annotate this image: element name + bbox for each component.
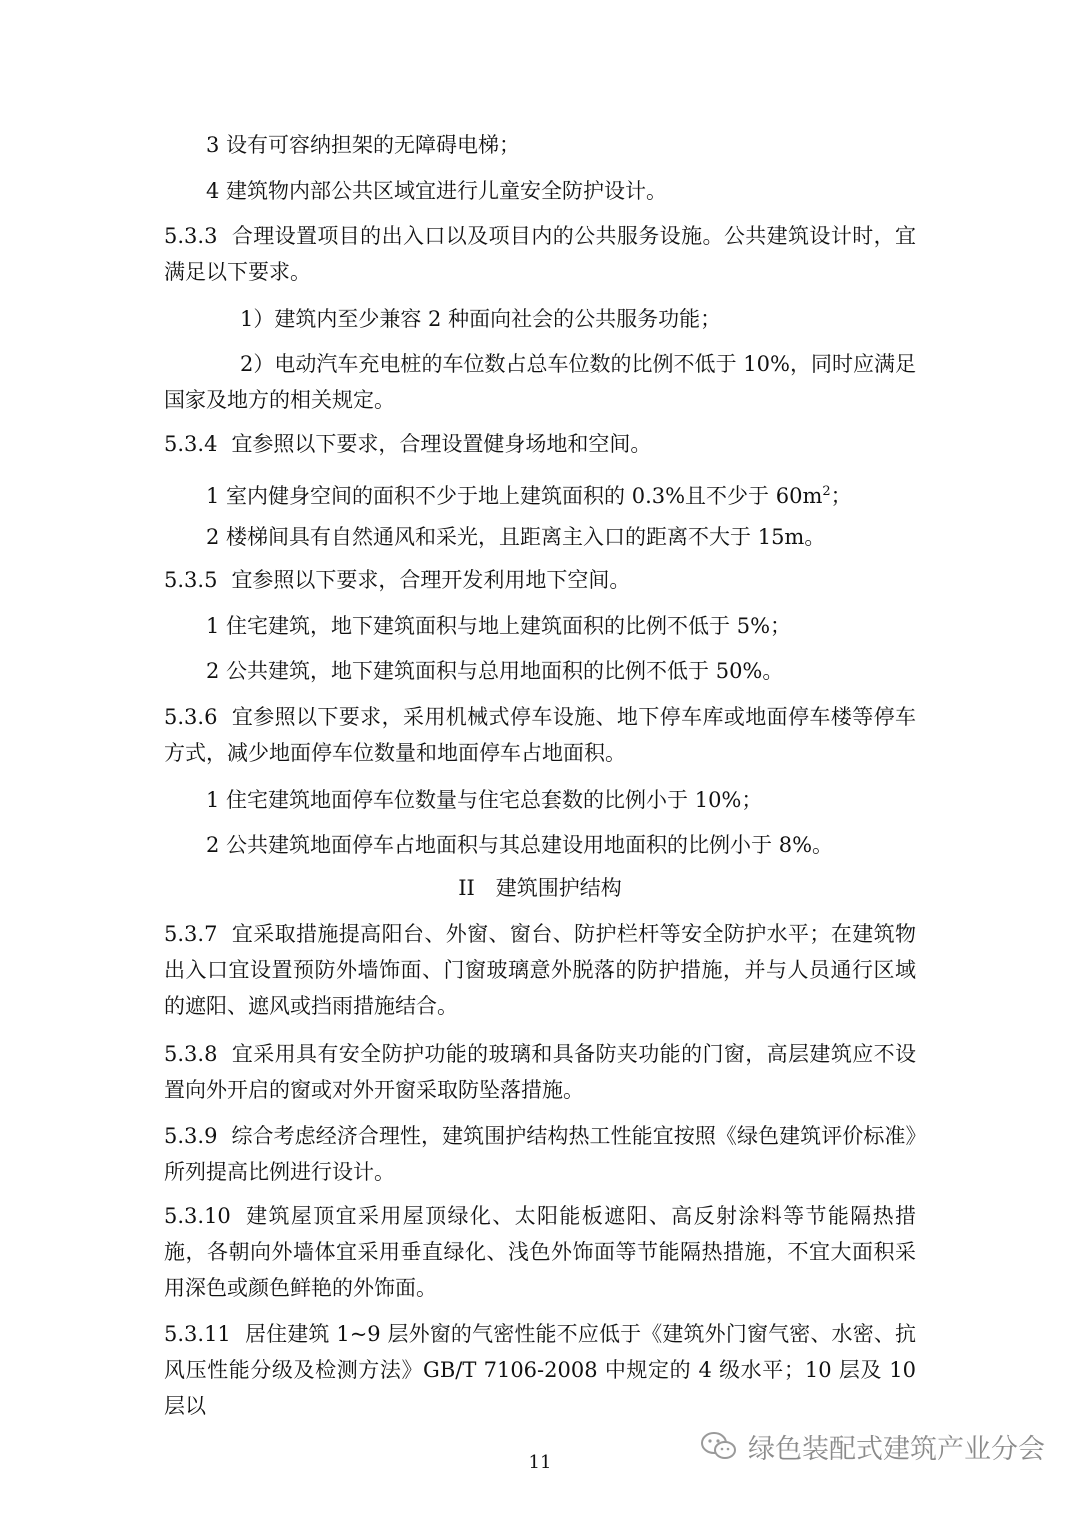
watermark — [700, 1424, 1045, 1468]
clause-number: 5.3.8 — [164, 1042, 218, 1066]
clause-number: 5.3.6 — [164, 705, 218, 729]
sub-item-1: 1）建筑内至少兼容 2 种面向社会的公共服务功能； — [240, 307, 722, 331]
clause-5-3-10 — [164, 1198, 916, 1306]
clause-5-3-4 — [164, 426, 916, 462]
clause-text: 合理设置项目的出入口以及项目内的公共服务设施。公共建筑设计时，宜满足以下要求。 — [164, 224, 916, 284]
clause-5-3-4-item-2: 2 楼梯间具有自然通风和采光，且距离主入口的距离不大于 15m。 — [206, 525, 826, 549]
clause-number: 5.3.3 — [164, 224, 218, 248]
clause-number: 5.3.4 — [164, 432, 218, 456]
section-heading: II 建筑围护结构 — [458, 876, 622, 900]
clause-5-3-6-item-2: 2 公共建筑地面停车占地面积与其总建设用地面积的比例小于 8%。 — [206, 833, 834, 857]
clause-number: 5.3.7 — [164, 922, 218, 946]
clause-text: 综合考虑经济合理性，建筑围护结构热工性能宜按照《绿色建筑评价标准》所列提高比例进行设计。 — [164, 1124, 916, 1184]
clause-5-3-8 — [164, 1036, 916, 1108]
clause-5-3-11 — [164, 1316, 916, 1424]
clause-5-3-4-item-1 — [206, 478, 852, 510]
clause-5-3-5-item-2: 2 公共建筑，地下建筑面积与总用地面积的比例不低于 50%。 — [206, 659, 784, 683]
clause-text: 宜参照以下要求，合理设置健身场地和空间。 — [231, 432, 652, 456]
clause-text: 宜采取措施提高阳台、外窗、窗台、防护栏杆等安全防护水平；在建筑物出入口宜设置预防外墙饰面、门窗玻璃意外脱落的防护措施，并与人员通行区域的遮阳、遮风或挡雨措施结合。 — [164, 922, 916, 1018]
clause-5-3-5 — [164, 562, 916, 598]
clause-5-3-6-item-1: 1 住宅建筑地面停车位数量与住宅总套数的比例小于 10%； — [206, 788, 763, 812]
item-3: 3 设有可容纳担架的无障碍电梯； — [206, 133, 521, 157]
page-number: 11 — [528, 1452, 552, 1473]
clause-number: 5.3.5 — [164, 568, 218, 592]
clause-5-3-5-item-1: 1 住宅建筑，地下建筑面积与地上建筑面积的比例不低于 5%； — [206, 614, 792, 638]
clause-text: 宜参照以下要求，采用机械式停车设施、地下停车库或地面停车楼等停车方式，减少地面停车位数量和地面停车占地面积。 — [164, 705, 916, 765]
item-4: 4 建筑物内部公共区域宜进行儿童安全防护设计。 — [206, 179, 668, 203]
clause-number: 5.3.11 — [164, 1322, 231, 1346]
clause-number: 5.3.10 — [164, 1204, 231, 1228]
sub-item-2: 2）电动汽车充电桩的车位数占总车位数的比例不低于 10%，同时应满足国家及地方的相关规定。 — [164, 352, 916, 412]
clause-text: 居住建筑 1~9 层外窗的气密性能不应低于《建筑外门窗气密、水密、抗风压性能分级及检测方法》GB/T 7106-2008 中规定的 4 级水平；10 层及 10 层以 — [164, 1322, 916, 1418]
wechat-icon — [700, 1431, 738, 1461]
clause-text: 建筑屋顶宜采用屋顶绿化、太阳能板遮阳、高反射涂料等节能隔热措施，各朝向外墙体宜采用垂直绿化、浅色外饰面等节能隔热措施，不宜大面积采用深色或颜色鲜艳的外饰面。 — [164, 1204, 916, 1300]
clause-5-3-3 — [164, 218, 916, 290]
superscript: 2 — [822, 484, 831, 499]
clause-5-3-9 — [164, 1118, 916, 1190]
clause-5-3-6 — [164, 699, 916, 771]
item-end: ； — [830, 484, 852, 508]
clause-5-3-7 — [164, 916, 916, 1024]
watermark-text: 绿色装配式建筑产业分会 — [748, 1433, 1045, 1465]
clause-text: 宜采用具有安全防护功能的玻璃和具备防夹功能的门窗，高层建筑应不设置向外开启的窗或对外开窗采取防坠落措施。 — [164, 1042, 916, 1102]
item-text: 1 室内健身空间的面积不少于地上建筑面积的 0.3%且不少于 60m — [206, 484, 823, 508]
clause-text: 宜参照以下要求，合理开发利用地下空间。 — [231, 568, 631, 592]
clause-number: 5.3.9 — [164, 1124, 218, 1148]
